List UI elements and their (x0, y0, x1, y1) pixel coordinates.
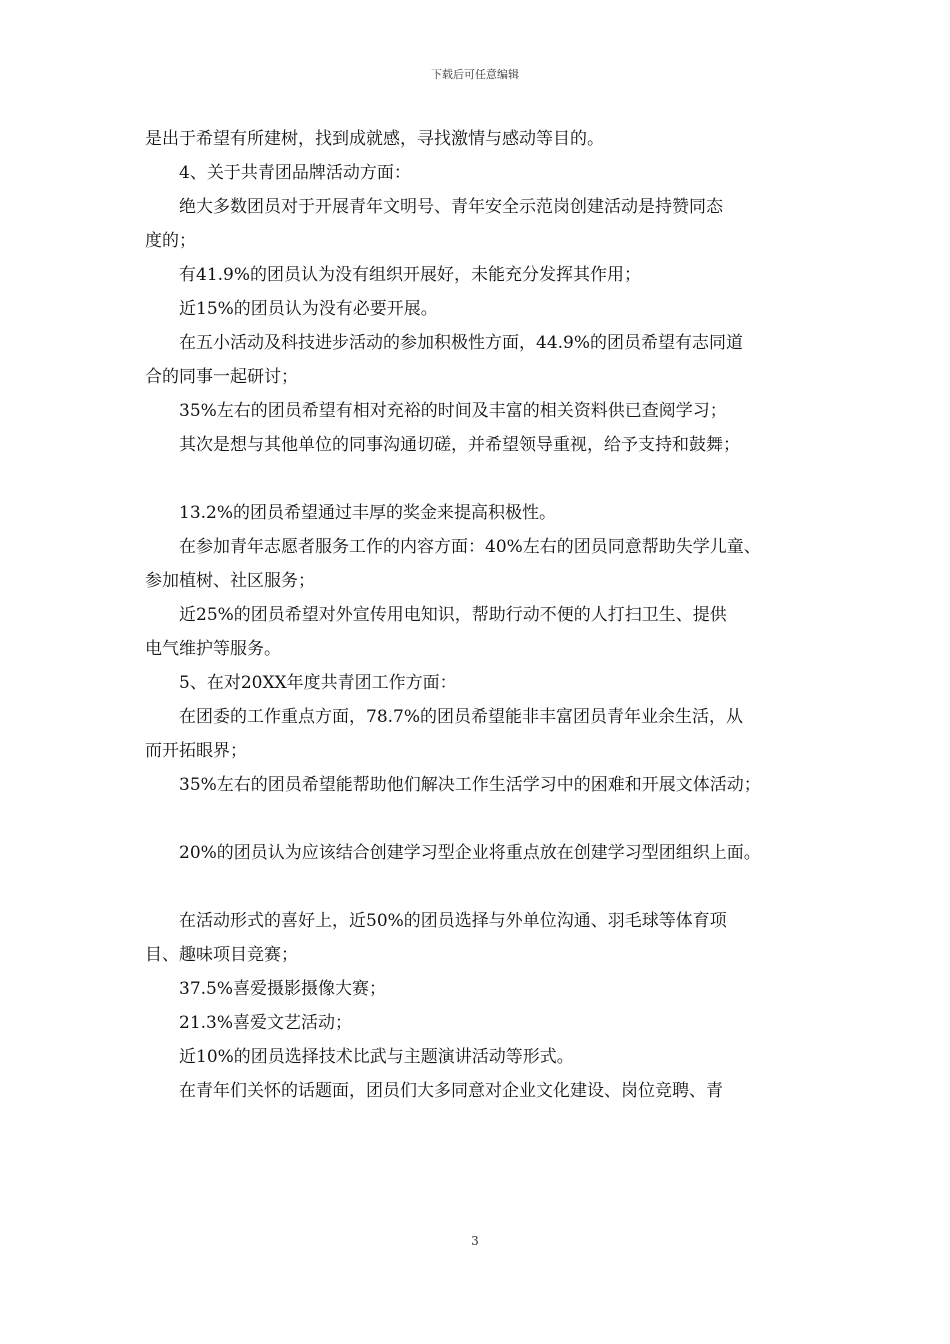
paragraph-line: 13.2%的团员希望通过丰厚的奖金来提高积极性。 (179, 503, 557, 523)
paragraph-line: 21.3%喜爱文艺活动； (179, 1013, 353, 1033)
paragraph-line: 20%的团员认为应该结合创建学习型企业将重点放在创建学习型团组织上面。 (179, 843, 761, 863)
paragraph-line: 度的； (145, 231, 196, 251)
paragraph-line: 在活动形式的喜好上，近50%的团员选择与外单位沟通、羽毛球等体育项 (179, 911, 727, 931)
paragraph-line: 绝大多数团员对于开展青年文明号、青年安全示范岗创建活动是持赞同态 (179, 197, 723, 217)
paragraph-line: 近10%的团员选择技术比武与主题演讲活动等形式。 (179, 1047, 574, 1067)
paragraph-line: 在参加青年志愿者服务工作的内容方面：40%左右的团员同意帮助失学儿童、 (179, 537, 761, 557)
paragraph-line: 在青年们关怀的话题面，团员们大多同意对企业文化建设、岗位竞聘、青 (179, 1081, 723, 1101)
paragraph-line: 近15%的团员认为没有必要开展。 (179, 299, 438, 319)
page-number: 3 (471, 1234, 479, 1248)
paragraph-line: 电气维护等服务。 (145, 639, 281, 659)
paragraph-line: 在团委的工作重点方面，78.7%的团员希望能非丰富团员青年业余生活，从 (179, 707, 744, 727)
paragraph-line: 合的同事一起研讨； (145, 367, 298, 387)
paragraph-line: 近25%的团员希望对外宣传用电知识，帮助行动不便的人打扫卫生、提供 (179, 605, 727, 625)
paragraph-line: 参加植树、社区服务； (145, 571, 315, 591)
blank-line (145, 462, 825, 496)
paragraph-line: 目、趣味项目竞赛； (145, 945, 298, 965)
page-header: 下载后可任意编辑 (431, 68, 519, 81)
paragraph-line: 35%左右的团员希望有相对充裕的时间及丰富的相关资料供已查阅学习； (179, 401, 727, 421)
paragraph-line: 其次是想与其他单位的同事沟通切磋，并希望领导重视，给予支持和鼓舞； (179, 435, 740, 455)
paragraph-line: 4、关于共青团品牌活动方面： (179, 163, 411, 183)
paragraph-line: 是出于希望有所建树，找到成就感，寻找激情与感动等目的。 (145, 129, 604, 149)
document-body (145, 122, 825, 1108)
paragraph-line: 有41.9%的团员认为没有组织开展好，未能充分发挥其作用； (179, 265, 642, 285)
blank-line (145, 870, 825, 904)
paragraph-line: 在五小活动及科技进步活动的参加积极性方面，44.9%的团员希望有志同道 (179, 333, 744, 353)
blank-line (145, 802, 825, 836)
paragraph-line: 35%左右的团员希望能帮助他们解决工作生活学习中的困难和开展文体活动； (179, 775, 761, 795)
paragraph-line: 而开拓眼界； (145, 741, 247, 761)
paragraph-line: 37.5%喜爱摄影摄像大赛； (179, 979, 387, 999)
paragraph-line: 5、在对20XX年度共青团工作方面： (179, 673, 457, 693)
